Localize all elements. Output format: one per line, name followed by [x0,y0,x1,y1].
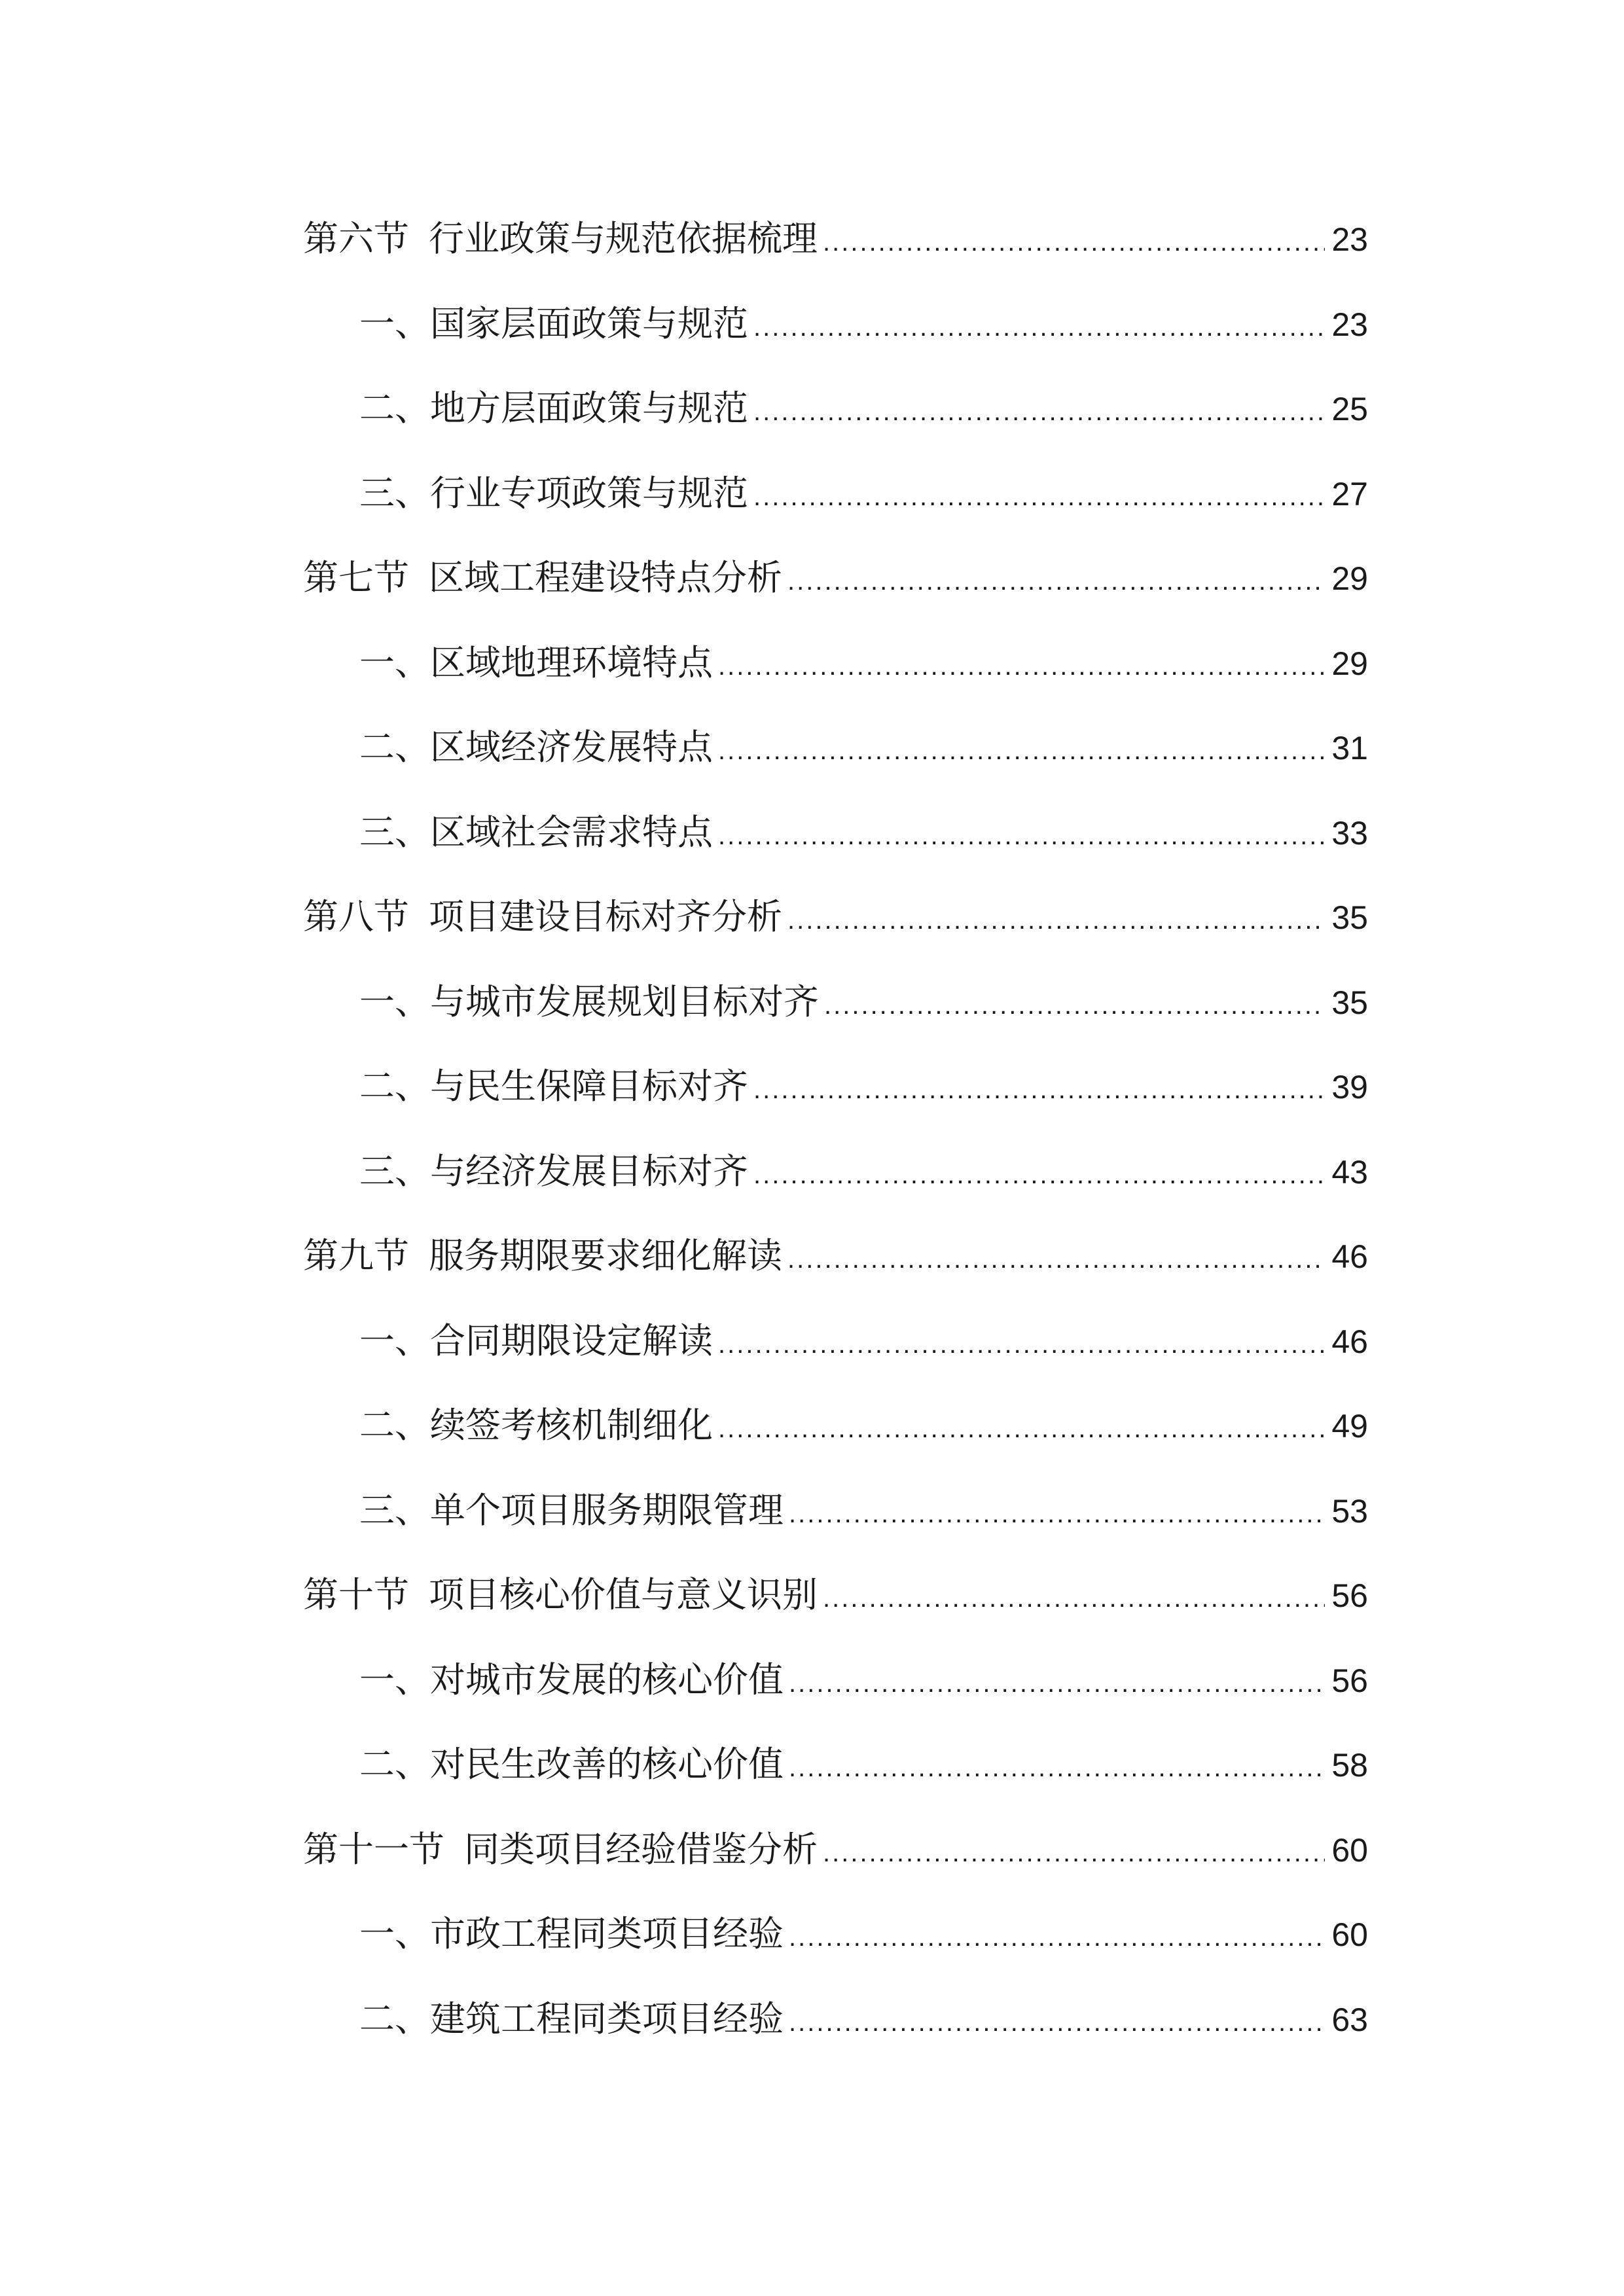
toc-page-number: 58 [1331,1747,1368,1784]
toc-subsection-row[interactable] [303,1383,1368,1468]
toc-dot-leader [789,1895,1325,1981]
toc-page-number: 23 [1331,306,1368,343]
toc-section-row[interactable] [303,196,1368,281]
toc-entry-text: 三、单个项目服务期限管理 [359,1489,784,1531]
toc-entry-text: 三、区域社会需求特点 [359,811,713,853]
toc-subsection-row[interactable] [303,1468,1368,1553]
toc-section-number: 第六节 [303,218,409,259]
toc-entry-text: 一、对城市发展的核心价值 [359,1659,784,1700]
toc-subsection-row[interactable] [303,1044,1368,1129]
toc-dot-leader [718,1302,1325,1388]
toc-subsection-row[interactable] [303,1892,1368,1977]
toc-page-number: 29 [1331,560,1368,597]
toc-entry-text: 二、续签考核机制细化 [359,1405,713,1446]
toc-entry-title [359,1299,713,1384]
toc-dot-leader [789,1981,1325,2066]
toc-entry-title [359,1044,748,1129]
toc-page-number: 27 [1331,475,1368,512]
toc-page-number: 31 [1331,730,1368,766]
toc-entry-title [359,281,748,367]
toc-subsection-row[interactable] [303,1299,1368,1384]
toc-entry-title [359,1468,784,1553]
toc-page-number: 56 [1331,1577,1368,1614]
toc-page-number: 46 [1331,1238,1368,1275]
toc-entry-text: 一、合同期限设定解读 [359,1319,713,1361]
toc-page-number: 53 [1331,1492,1368,1530]
toc-entry-title [303,1807,818,1892]
toc-section-row[interactable] [303,874,1368,960]
toc-section-number: 第七节 [303,557,409,598]
toc-page-number: 46 [1331,1323,1368,1360]
toc-entry-title [359,1383,713,1468]
toc-entry-title [303,1213,782,1299]
toc-dot-leader [789,1472,1325,1557]
toc-entry-title [359,1977,784,2062]
toc-subsection-row[interactable] [303,451,1368,536]
toc-entry-text: 二、区域经济发展特点 [359,726,713,768]
toc-page-number: 25 [1331,391,1368,427]
toc-entry-title [359,1638,784,1723]
toc-entry-title [359,1129,748,1214]
toc-section-row[interactable] [303,1552,1368,1638]
toc-subsection-row[interactable] [303,1977,1368,2062]
toc-entry-title [303,874,782,960]
toc-entry-title [359,1722,784,1807]
toc-entry-text: 项目核心价值与意义识别 [429,1574,818,1615]
toc-subsection-row[interactable] [303,1129,1368,1214]
toc-page-number: 39 [1331,1069,1368,1105]
toc-subsection-row[interactable] [303,705,1368,790]
toc-dot-leader [787,1217,1325,1302]
toc-page-number: 56 [1331,1662,1368,1699]
toc-dot-leader [753,455,1325,540]
toc-entry-title [303,1552,818,1638]
toc-page-number: 33 [1331,814,1368,852]
toc-page-number: 35 [1331,984,1368,1021]
toc-dot-leader [753,370,1325,455]
toc-page-number: 60 [1331,1916,1368,1953]
toc-entry-text: 一、国家层面政策与规范 [359,302,748,344]
toc-subsection-row[interactable] [303,1722,1368,1807]
toc-entry-text: 同类项目经验借鉴分析 [464,1828,818,1870]
toc-section-number: 第十一节 [303,1828,444,1870]
toc-subsection-row[interactable] [303,1638,1368,1723]
toc-section-number: 第十节 [303,1574,409,1615]
toc-entry-text: 三、行业专项政策与规范 [359,472,748,514]
toc-dot-leader [753,285,1325,370]
toc-page-number: 63 [1331,2001,1368,2038]
toc-dot-leader [823,200,1325,285]
toc-dot-leader [823,1811,1325,1896]
toc-dot-leader [753,1133,1325,1218]
toc-subsection-row[interactable] [303,960,1368,1045]
toc-entry-text: 区域工程建设特点分析 [429,557,782,598]
toc-entry-title [359,451,748,536]
toc-entry-title [303,535,782,620]
toc-section-number: 第八节 [303,896,409,937]
toc-subsection-row[interactable] [303,281,1368,367]
toc-entry-title [359,366,748,451]
toc-dot-leader [824,963,1325,1049]
toc-dot-leader [718,709,1325,794]
toc-entry-text: 一、与城市发展规划目标对齐 [359,980,819,1022]
toc-section-row[interactable] [303,1807,1368,1892]
toc-entry-title [359,790,713,875]
toc-entry-title [359,960,819,1045]
toc-page-number: 49 [1331,1408,1368,1444]
toc-page-number: 23 [1331,221,1368,258]
toc-page-number: 29 [1331,645,1368,682]
toc-entry-text: 服务期限要求细化解读 [429,1235,782,1276]
toc-entry-title [359,1892,784,1977]
toc-entry-title [359,620,713,706]
toc-dot-leader [789,1726,1325,1811]
toc-page-number: 35 [1331,899,1368,936]
table-of-contents [303,196,1368,2061]
toc-dot-leader [718,794,1325,879]
toc-section-row[interactable] [303,535,1368,620]
toc-entry-text: 项目建设目标对齐分析 [429,896,782,937]
toc-entry-text: 二、建筑工程同类项目经验 [359,1998,784,2039]
toc-section-number: 第九节 [303,1235,409,1276]
toc-entry-text: 二、地方层面政策与规范 [359,387,748,429]
toc-section-row[interactable] [303,1213,1368,1299]
toc-dot-leader [787,539,1325,624]
toc-subsection-row[interactable] [303,620,1368,706]
toc-entry-title [359,705,713,790]
toc-subsection-row[interactable] [303,366,1368,451]
toc-dot-leader [718,1387,1325,1472]
toc-dot-leader [753,1048,1325,1133]
toc-page-number: 60 [1331,1831,1368,1869]
toc-page-number: 43 [1331,1153,1368,1191]
toc-entry-text: 二、与民生保障目标对齐 [359,1066,748,1107]
toc-entry-text: 三、与经济发展目标对齐 [359,1150,748,1192]
toc-dot-leader [718,624,1325,709]
toc-entry-text: 二、对民生改善的核心价值 [359,1744,784,1785]
toc-dot-leader [823,1556,1325,1641]
toc-entry-title [303,196,818,281]
toc-entry-text: 一、市政工程同类项目经验 [359,1913,784,1954]
toc-dot-leader [787,878,1325,963]
toc-entry-text: 行业政策与规范依据梳理 [429,218,818,259]
toc-dot-leader [789,1641,1325,1727]
toc-entry-text: 一、区域地理环境特点 [359,641,713,683]
toc-subsection-row[interactable] [303,790,1368,875]
